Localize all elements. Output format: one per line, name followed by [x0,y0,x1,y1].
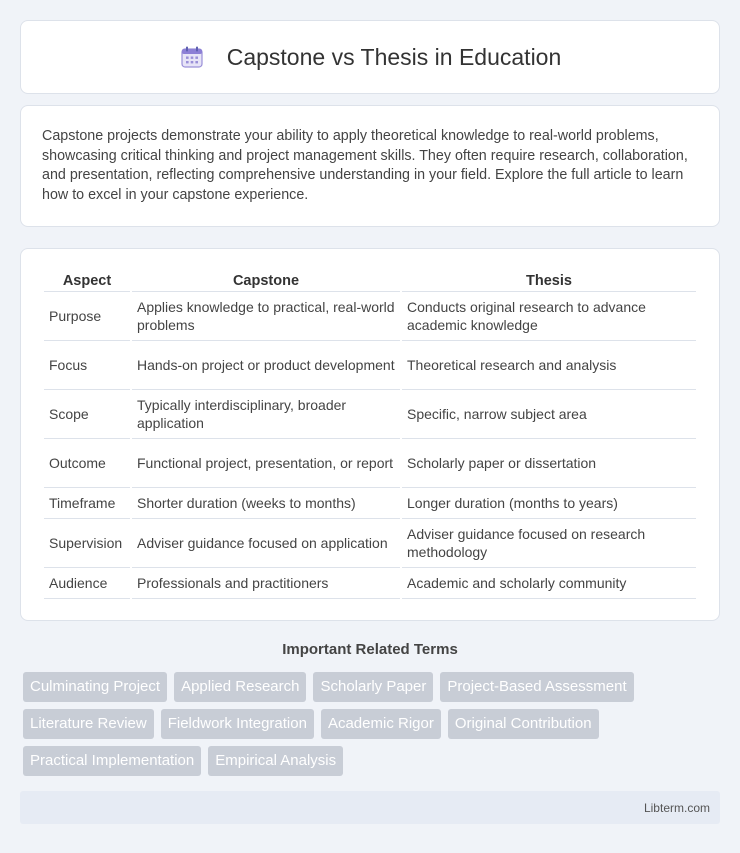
calendar-icon [179,44,205,70]
cell-aspect: Supervision [44,519,130,568]
header-thesis: Thesis [402,269,696,292]
cell-thesis: Longer duration (months to years) [402,488,696,519]
cell-thesis: Scholarly paper or dissertation [402,439,696,488]
header-aspect: Aspect [44,269,130,292]
cell-aspect: Audience [44,568,130,599]
comparison-table [42,269,698,599]
cell-thesis: Academic and scholarly community [402,568,696,599]
table-row [44,568,696,599]
table-row [44,439,696,488]
intro-text: Capstone projects demonstrate your ability to apply theoretical knowledge to real-world problems, showcasing critical thinking and project management skills. They often require research, collaboration, and presentation, reflecting comprehensive understanding in your field. Explore the full article to learn how to excel in your capstone experience. [42,128,688,203]
cell-aspect: Focus [44,341,130,390]
cell-aspect: Purpose [44,292,130,341]
term-tag[interactable]: Literature Review [23,709,154,739]
table-row [44,519,696,568]
table-row [44,390,696,439]
cell-thesis: Conducts original research to advance academic knowledge [402,292,696,341]
related-terms-list [20,672,720,776]
related-terms-title: Important Related Terms [282,641,458,658]
cell-capstone: Professionals and practitioners [132,568,400,599]
cell-capstone: Applies knowledge to practical, real-world problems [132,292,400,341]
cell-aspect: Timeframe [44,488,130,519]
term-tag[interactable]: Scholarly Paper [313,672,433,702]
header-card [20,20,720,94]
cell-capstone: Shorter duration (weeks to months) [132,488,400,519]
header-capstone: Capstone [132,269,400,292]
table-header-row [44,269,696,292]
cell-capstone: Functional project, presentation, or report [132,439,400,488]
cell-thesis: Adviser guidance focused on research methodology [402,519,696,568]
table-row [44,292,696,341]
page-title: Capstone vs Thesis in Education [226,43,562,70]
cell-capstone: Hands-on project or product development [132,341,400,390]
cell-thesis: Theoretical research and analysis [402,341,696,390]
cell-aspect: Outcome [44,439,130,488]
term-tag[interactable]: Practical Implementation [23,746,201,776]
cell-thesis: Specific, narrow subject area [402,390,696,439]
term-tag[interactable]: Original Contribution [448,709,599,739]
cell-capstone: Typically interdisciplinary, broader application [132,390,400,439]
term-tag[interactable]: Applied Research [174,672,306,702]
term-tag[interactable]: Project-Based Assessment [440,672,633,702]
footer-brand[interactable]: Libterm.com [643,800,710,815]
footer [20,791,720,824]
table-row [44,341,696,390]
intro-card [20,105,720,227]
cell-capstone: Adviser guidance focused on application [132,519,400,568]
term-tag[interactable]: Academic Rigor [321,709,441,739]
term-tag[interactable]: Empirical Analysis [208,746,343,776]
comparison-card [20,248,720,621]
table-row [44,488,696,519]
term-tag[interactable]: Fieldwork Integration [161,709,314,739]
cell-aspect: Scope [44,390,130,439]
term-tag[interactable]: Culminating Project [23,672,167,702]
